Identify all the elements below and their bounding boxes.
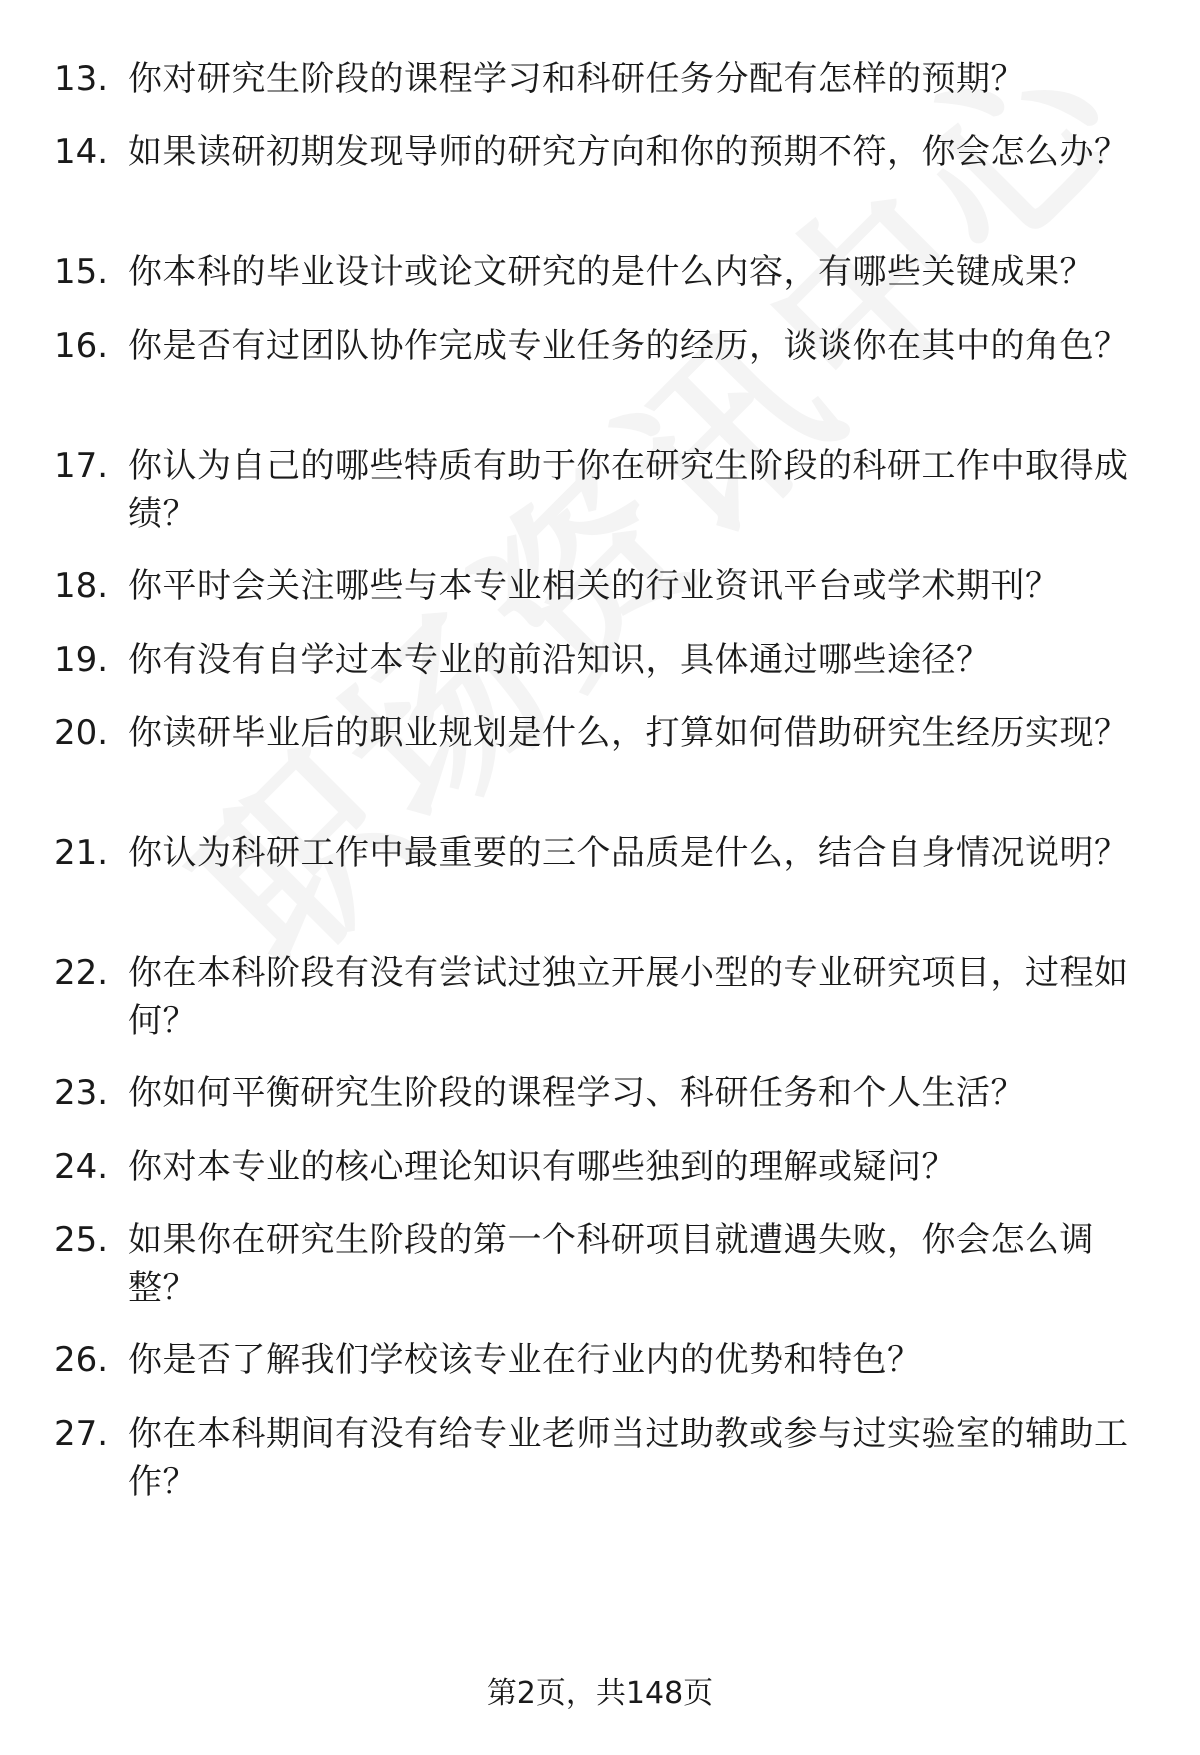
question-text: 你是否了解我们学校该专业在行业内的优势和特色？ [128, 1340, 922, 1380]
question-text: 你是否有过团队协作完成专业任务的经历，谈谈你在其中的角色？ [128, 326, 1129, 366]
question-number: 20. [54, 713, 109, 753]
question-text: 你对本专业的核心理论知识有哪些独到的理解或疑问？ [128, 1147, 956, 1187]
question-text: 你认为自己的哪些特质有助于你在研究生阶段的科研工作中取得成绩？ [128, 446, 1129, 534]
question-number: 23. [54, 1073, 109, 1113]
question-number: 15. [54, 252, 109, 292]
question-text: 你如何平衡研究生阶段的课程学习、科研任务和个人生活？ [128, 1073, 1025, 1113]
question-number: 16. [54, 326, 109, 366]
question-text: 如果你在研究生阶段的第一个科研项目就遭遇失败，你会怎么调整？ [128, 1220, 1094, 1308]
question-number: 17. [54, 446, 109, 486]
question-text: 你读研毕业后的职业规划是什么，打算如何借助研究生经历实现？ [128, 713, 1129, 753]
question-number: 13. [54, 59, 109, 99]
question-number: 26. [54, 1340, 109, 1380]
question-text: 你认为科研工作中最重要的三个品质是什么，结合自身情况说明？ [128, 833, 1129, 873]
question-number: 27. [54, 1414, 109, 1454]
question-text: 如果读研初期发现导师的研究方向和你的预期不符，你会怎么办？ [128, 132, 1129, 172]
question-number: 22. [54, 953, 109, 993]
question-text: 你有没有自学过本专业的前沿知识，具体通过哪些途径？ [128, 640, 991, 680]
question-text: 你在本科阶段有没有尝试过独立开展小型的专业研究项目，过程如何？ [128, 953, 1129, 1041]
question-number: 21. [54, 833, 109, 873]
question-number: 18. [54, 566, 109, 606]
question-text: 你在本科期间有没有给专业老师当过助教或参与过实验室的辅助工作？ [128, 1414, 1129, 1502]
question-number: 19. [54, 640, 109, 680]
question-text: 你本科的毕业设计或论文研究的是什么内容，有哪些关键成果？ [128, 252, 1094, 292]
question-text: 你对研究生阶段的课程学习和科研任务分配有怎样的预期？ [128, 59, 1025, 99]
question-text: 你平时会关注哪些与本专业相关的行业资讯平台或学术期刊？ [128, 566, 1060, 606]
question-number: 14. [54, 132, 109, 172]
question-number: 25. [54, 1220, 109, 1260]
page-number-footer: 第2页，共148页 [486, 1676, 714, 1711]
question-number: 24. [54, 1147, 109, 1187]
